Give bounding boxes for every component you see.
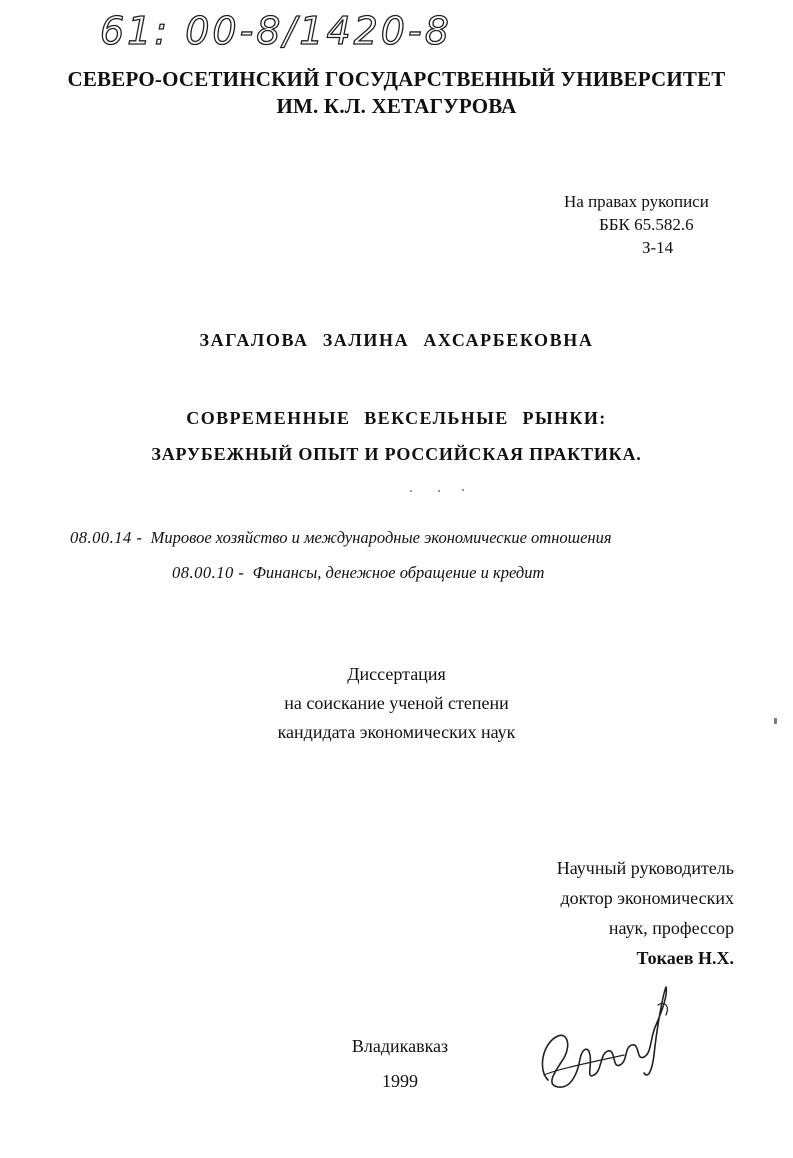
specialty-name: Мировое хозяйство и международные экономические отношения	[150, 528, 612, 547]
bbk-code: ББК 65.582.6	[599, 215, 694, 234]
dissertation-label: Диссертация	[347, 664, 446, 684]
scan-speck	[462, 489, 464, 491]
scan-speck	[774, 718, 777, 724]
university-header	[0, 66, 793, 120]
university-dedication: ИМ. К.Л. ХЕТАГУРОВА	[276, 94, 517, 118]
thesis-title-line2: ЗАРУБЕЖНЫЙ ОПЫТ И РОССИЙСКАЯ ПРАКТИКА.	[151, 444, 642, 464]
handwritten-catalog-number	[100, 0, 540, 60]
manuscript-rights-block	[520, 190, 740, 259]
specialty-item	[0, 555, 793, 590]
specialty-item	[0, 520, 793, 555]
catalog-number-text: 61: 00-8/1420-8	[100, 9, 452, 53]
dissertation-description	[0, 660, 793, 747]
thesis-title-line1: СОВРЕМЕННЫЕ ВЕКСЕЛЬНЫЕ РЫНКИ:	[186, 408, 607, 428]
degree-purpose: на соискание ученой степени	[284, 693, 509, 713]
signature-icon	[528, 975, 678, 1095]
specialty-name: Финансы, денежное обращение и кредит	[252, 563, 545, 582]
specialty-code: 08.00.10 -	[172, 563, 245, 582]
specialty-list	[0, 520, 793, 590]
scan-speck	[438, 490, 440, 492]
specialty-code: 08.00.14 -	[70, 528, 143, 547]
degree-name: кандидата экономических наук	[277, 722, 516, 742]
author-index: З-14	[642, 238, 674, 257]
manuscript-rights-label: На правах рукописи	[564, 192, 709, 211]
year: 1999	[382, 1071, 418, 1091]
author-name: ЗАГАЛОВА ЗАЛИНА АХСАРБЕКОВНА	[199, 330, 594, 350]
university-name: СЕВЕРО-ОСЕТИНСКИЙ ГОСУДАРСТВЕННЫЙ УНИВЕРСИТЕТ	[67, 67, 726, 91]
thesis-title	[0, 400, 793, 472]
supervisor-role: Научный руководитель	[556, 858, 734, 878]
scan-speck	[410, 490, 412, 492]
supervisor-degree-line2: наук, профессор	[608, 918, 734, 938]
supervisor-block	[400, 853, 734, 973]
supervisor-degree-line1: доктор экономических	[560, 888, 734, 908]
city-year-block	[300, 1029, 500, 1099]
city: Владикавказ	[351, 1036, 449, 1056]
supervisor-name: Токаев Н.Х.	[636, 948, 734, 968]
